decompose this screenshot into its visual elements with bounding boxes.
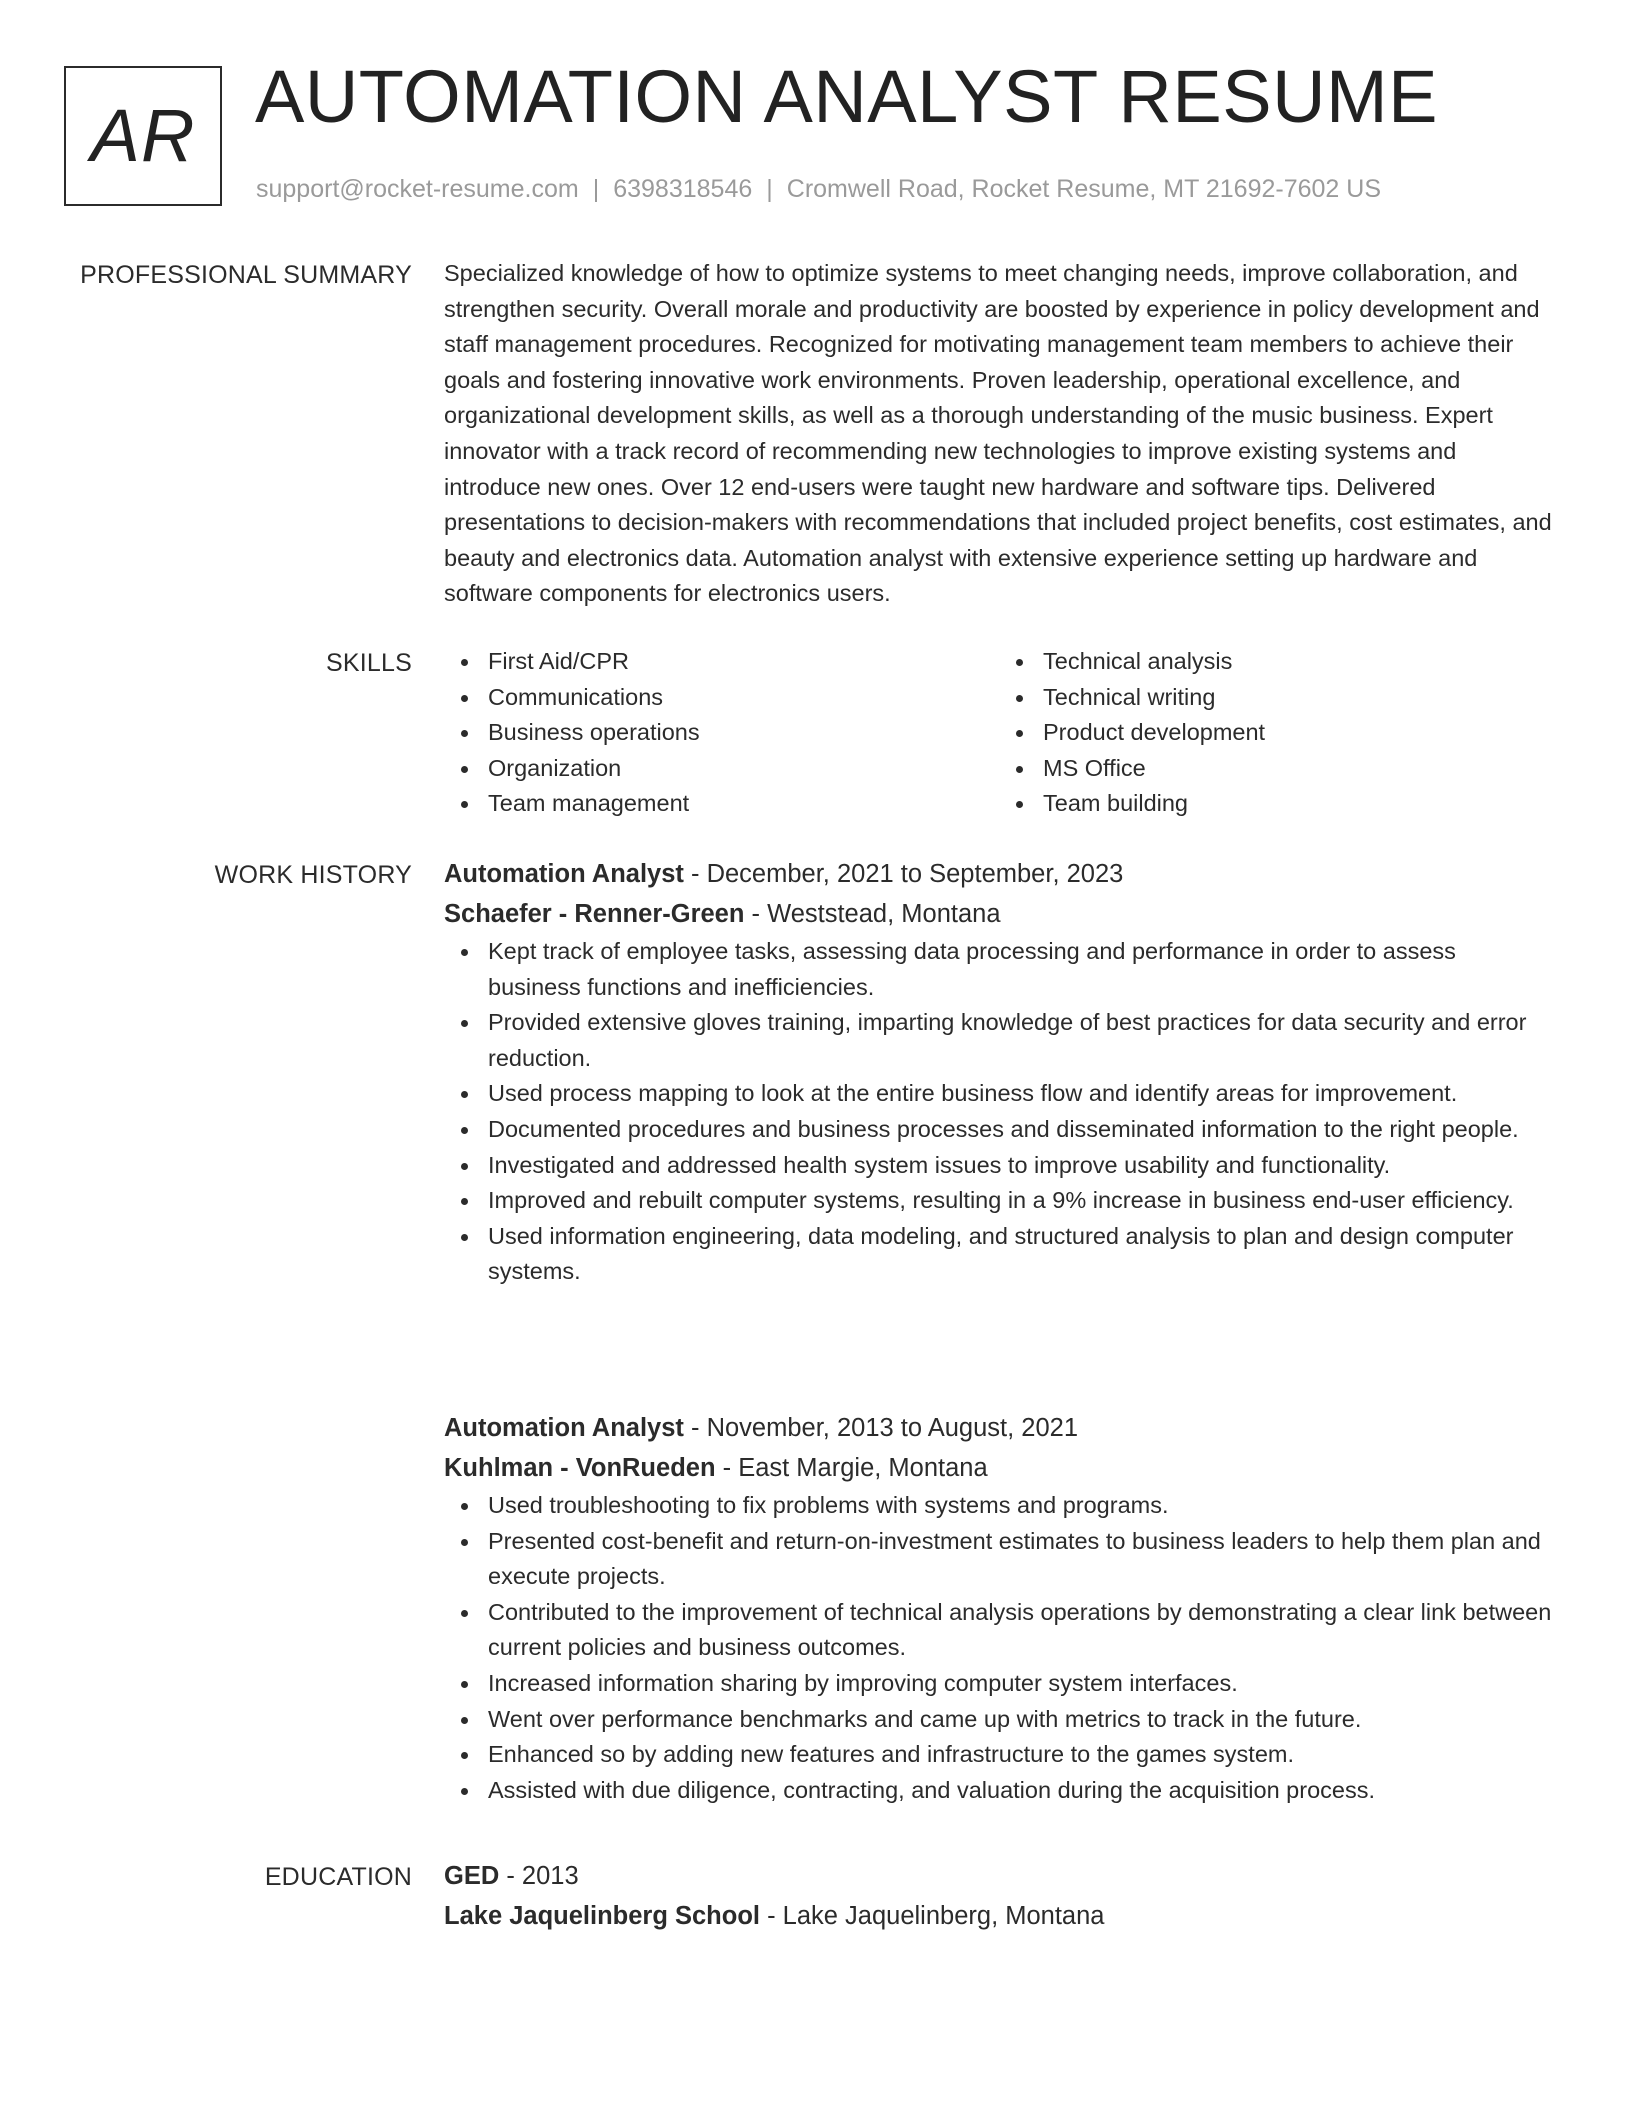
job-duty-item: Kept track of employee tasks, assessing data processing and performance in order to assess business functions and inefficiencies.: [444, 934, 1554, 1005]
job-location: - East Margie, Montana: [715, 1454, 988, 1482]
education-year: - 2013: [499, 1862, 579, 1890]
education-degree: GED: [444, 1862, 500, 1890]
job-duty-item: Contributed to the improvement of technical analysis operations by demonstrating a clear link between current policies and business outcomes.: [444, 1595, 1554, 1666]
job-duty-item: Used troubleshooting to fix problems with systems and programs.: [444, 1488, 1554, 1524]
job-title-line: [444, 1408, 1554, 1448]
work-history-heading: WORK HISTORY: [214, 861, 412, 889]
education-school: Lake Jaquelinberg School: [444, 1902, 760, 1930]
contact-separator: |: [766, 175, 773, 203]
job-duty-item: Enhanced so by adding new features and infrastructure to the games system.: [444, 1737, 1554, 1773]
job-duty-item: Investigated and addressed health system issues to improve usability and functionality.: [444, 1148, 1554, 1184]
contact-line: [256, 174, 1381, 204]
job-title-line: [444, 854, 1554, 894]
skill-item: Technical writing: [1043, 680, 1554, 716]
skill-item: Communications: [488, 680, 999, 716]
skills-heading: SKILLS: [326, 649, 412, 677]
job-role: Automation Analyst: [444, 1414, 684, 1442]
skills-columns: [444, 644, 1554, 822]
contact-phone: 6398318546: [613, 175, 753, 203]
monogram-badge: [64, 66, 222, 206]
skill-item: Organization: [488, 751, 999, 787]
job-duty-item: Assisted with due diligence, contracting, and valuation during the acquisition process.: [444, 1773, 1554, 1809]
job-company-line: [444, 894, 1554, 934]
education-heading: EDUCATION: [264, 1863, 412, 1891]
job-dates: - November, 2013 to August, 2021: [683, 1414, 1078, 1442]
job-entry: [444, 1408, 1554, 1808]
education-school-line: [444, 1896, 1554, 1936]
job-duty-item: Used information engineering, data modeling, and structured analysis to plan and design computer systems.: [444, 1219, 1554, 1290]
job-company: Schaefer - Renner-Green: [444, 900, 745, 928]
contact-separator: |: [592, 175, 600, 203]
job-duties-list: [444, 934, 1554, 1290]
job-duty-item: Provided extensive gloves training, imparting knowledge of best practices for data security and error reduction.: [444, 1005, 1554, 1076]
skill-item: Business operations: [488, 715, 999, 751]
job-duties-list: [444, 1488, 1554, 1808]
job-duty-item: Presented cost-benefit and return-on-investment estimates to business leaders to help them plan and execute projects.: [444, 1524, 1554, 1595]
job-company: Kuhlman - VonRueden: [444, 1454, 716, 1482]
skill-item: Product development: [1043, 715, 1554, 751]
job-role: Automation Analyst: [444, 860, 684, 888]
job-dates: - December, 2021 to September, 2023: [683, 860, 1124, 888]
contact-address: Cromwell Road, Rocket Resume, MT 21692-7602 US: [786, 175, 1382, 203]
monogram-initials: AR: [90, 94, 196, 177]
summary-heading: PROFESSIONAL SUMMARY: [80, 261, 412, 289]
education-location: - Lake Jaquelinberg, Montana: [760, 1902, 1105, 1930]
job-duty-item: Documented procedures and business processes and disseminated information to the right people.: [444, 1112, 1554, 1148]
skill-item: Technical analysis: [1043, 644, 1554, 680]
skill-item: First Aid/CPR: [488, 644, 999, 680]
job-duty-item: Improved and rebuilt computer systems, resulting in a 9% increase in business end-user efficiency.: [444, 1183, 1554, 1219]
skills-list-right: [999, 644, 1554, 822]
job-duty-item: Increased information sharing by improving computer system interfaces.: [444, 1666, 1554, 1702]
skill-item: MS Office: [1043, 751, 1554, 787]
job-duty-item: Went over performance benchmarks and came up with metrics to track in the future.: [444, 1702, 1554, 1738]
skill-item: Team management: [488, 786, 999, 822]
contact-email: support@rocket-resume.com: [256, 175, 579, 203]
job-location: - Weststead, Montana: [744, 900, 1001, 928]
resume-title: AUTOMATION ANALYST RESUME: [255, 55, 1439, 138]
job-entry: [444, 854, 1554, 1290]
education-degree-line: [444, 1856, 1554, 1896]
job-company-line: [444, 1448, 1554, 1488]
summary-text: Specialized knowledge of how to optimize systems to meet changing needs, improve collaboration, and strengthen security. Overall morale and productivity are boosted by experience in policy development and staff management procedures. Recognized for motivating management team members to achieve their goals and fostering innovative work environments. Proven leadership, operational excellence, and organizational development skills, as well as a thorough understanding of the music business. Expert innovator with a track record of recommending new technologies to improve existing systems and introduce new ones. Over 12 end-users were taught new hardware and software tips. Delivered presentations to decision-makers with recommendations that included project benefits, cost estimates, and beauty and electronics data. Automation analyst with extensive experience setting up hardware and software components for electronics users.: [444, 260, 1552, 607]
job-duty-item: Used process mapping to look at the entire business flow and identify areas for improvement.: [444, 1076, 1554, 1112]
skills-list-left: [444, 644, 999, 822]
skill-item: Team building: [1043, 786, 1554, 822]
